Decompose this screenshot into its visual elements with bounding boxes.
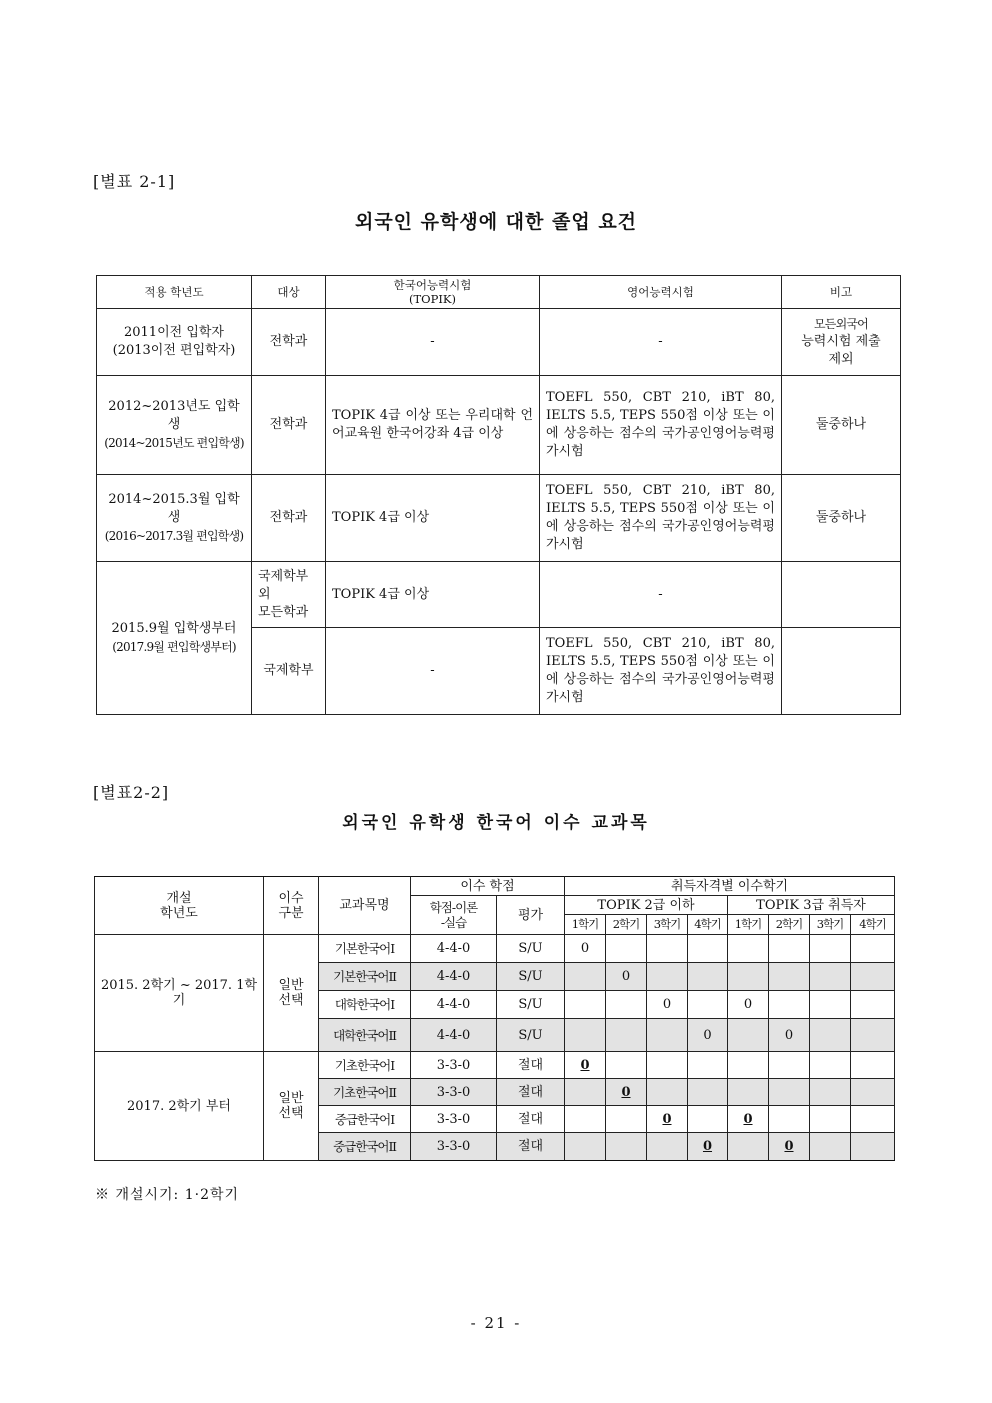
semester-mark	[688, 1079, 728, 1106]
semester-mark	[851, 1079, 895, 1106]
semester-mark	[769, 1052, 810, 1079]
header-target: 대상	[252, 276, 326, 309]
header-credit	[411, 896, 497, 935]
row4b-note	[782, 628, 901, 715]
row4a-english: -	[540, 562, 782, 628]
credit: 3-3-0	[411, 1079, 497, 1106]
semester-mark	[606, 1133, 647, 1161]
row2-year	[97, 376, 252, 475]
semester-mark	[728, 935, 769, 963]
semester-mark	[606, 1052, 647, 1079]
row1-year-line1: 2011이전 입학자	[123, 325, 224, 340]
semester-mark	[606, 991, 647, 1019]
course-name: 대학한국어Ⅱ	[319, 1019, 411, 1052]
row4a-note	[782, 562, 901, 628]
credit: 4-4-0	[411, 1019, 497, 1052]
header-topik-line1: 한국어능력시험	[393, 278, 472, 292]
semester-mark	[851, 963, 895, 991]
row1-year-line2: (2013이전 편입학자)	[112, 343, 236, 358]
semester-mark: 0	[606, 963, 647, 991]
semester-mark	[810, 1079, 851, 1106]
group2-type-line1: 일반	[278, 1091, 304, 1106]
row2-target: 전학과	[252, 376, 326, 475]
semester-mark: 0	[728, 1106, 769, 1133]
table-row	[97, 475, 901, 562]
header-type-line2: 구분	[278, 905, 304, 921]
semester-mark	[688, 991, 728, 1019]
semester-mark	[851, 1106, 895, 1133]
header-open-year-line2: 학년도	[160, 905, 198, 921]
semester-mark	[606, 1106, 647, 1133]
evaluation: S/U	[497, 935, 565, 963]
semester-mark	[728, 1052, 769, 1079]
semester-mark	[769, 963, 810, 991]
semester-mark	[728, 1079, 769, 1106]
header-type-line1: 이수	[278, 890, 304, 906]
row4b-target: 국제학부	[252, 628, 326, 715]
group1-period: 2015. 2학기 ~ 2017. 1학기	[95, 935, 264, 1052]
row3-year-line1: 2014~2015.3월 입학생	[108, 492, 240, 525]
semester-mark	[688, 1106, 728, 1133]
korean-courses-table	[94, 876, 895, 1161]
header-note: 비고	[782, 276, 901, 309]
credit: 4-4-0	[411, 963, 497, 991]
semester-mark	[647, 935, 688, 963]
header-semester: 1학기	[728, 915, 769, 935]
group1-type-line1: 일반	[278, 978, 304, 993]
course-name: 대학한국어Ⅰ	[319, 991, 411, 1019]
row2-year-line1: 2012~2013년도 입학생	[108, 399, 240, 432]
semester-mark	[769, 1106, 810, 1133]
row1-note-line1: 모든외국어	[814, 317, 868, 331]
semester-mark	[565, 1133, 606, 1161]
semester-mark	[565, 963, 606, 991]
row2-year-line2: (2014~2015년도 편입학생)	[104, 436, 244, 450]
semester-mark	[810, 1133, 851, 1161]
semester-mark	[810, 991, 851, 1019]
row4b-english: TOEFL 550, CBT 210, iBT 80, IELTS 5.5, TEPS 550점 이상 또는 이에 상응하는 점수의 국가공인영어능력평가시험	[540, 628, 782, 715]
semester-mark	[769, 1079, 810, 1106]
row1-note-line2: 능력시험 제출	[801, 334, 881, 349]
course-name: 기본한국어Ⅰ	[319, 935, 411, 963]
credit: 3-3-0	[411, 1052, 497, 1079]
semester-mark	[688, 935, 728, 963]
course-name: 중급한국어Ⅰ	[319, 1106, 411, 1133]
row4a-target	[252, 562, 326, 628]
header-english: 영어능력시험	[540, 276, 782, 309]
row4a-target-line1: 국제학부	[258, 568, 309, 584]
semester-mark	[647, 1133, 688, 1161]
header-course: 교과목명	[319, 877, 411, 935]
semester-mark	[851, 1133, 895, 1161]
header-semester: 3학기	[810, 915, 851, 935]
row1-english: -	[540, 309, 782, 376]
semester-mark: 0	[769, 1133, 810, 1161]
header-topik2: TOPIK 2급 이하	[565, 896, 728, 915]
semester-mark	[647, 1079, 688, 1106]
row4-year	[97, 562, 252, 715]
evaluation: 절대	[497, 1052, 565, 1079]
header-year: 적용 학년도	[97, 276, 252, 309]
evaluation: 절대	[497, 1106, 565, 1133]
group2-period: 2017. 2학기 부터	[95, 1052, 264, 1161]
row1-note	[782, 309, 901, 376]
evaluation: 절대	[497, 1079, 565, 1106]
row2-english: TOEFL 550, CBT 210, iBT 80, IELTS 5.5, TEPS 550점 이상 또는 이에 상응하는 점수의 국가공인영어능력평가시험	[540, 376, 782, 475]
row4a-topik: TOPIK 4급 이상	[326, 562, 540, 628]
credit: 3-3-0	[411, 1106, 497, 1133]
semester-mark	[851, 1019, 895, 1052]
semester-mark	[688, 1052, 728, 1079]
header-topik3: TOPIK 3급 취득자	[728, 896, 895, 915]
semester-mark	[647, 963, 688, 991]
group1-type	[264, 935, 319, 1052]
semester-mark	[810, 963, 851, 991]
semester-mark	[647, 1052, 688, 1079]
semester-mark: 0	[688, 1133, 728, 1161]
course-name: 기본한국어Ⅱ	[319, 963, 411, 991]
table1-label: [별표 2-1]	[93, 172, 176, 191]
course-name: 기초한국어Ⅱ	[319, 1079, 411, 1106]
credit: 4-4-0	[411, 991, 497, 1019]
row2-topik: TOPIK 4급 이상 또는 우리대학 언어교육원 한국어강좌 4급 이상	[326, 376, 540, 475]
semester-mark: 0	[688, 1019, 728, 1052]
semester-mark: 0	[565, 1052, 606, 1079]
semester-mark	[606, 1019, 647, 1052]
header-semester: 2학기	[769, 915, 810, 935]
row4b-topik: -	[326, 628, 540, 715]
semester-mark	[565, 1106, 606, 1133]
table-row	[97, 309, 901, 376]
semester-mark: 0	[728, 991, 769, 1019]
table-row	[95, 1052, 895, 1079]
semester-mark: 0	[565, 935, 606, 963]
row3-target: 전학과	[252, 475, 326, 562]
semester-mark	[810, 1052, 851, 1079]
group2-type	[264, 1052, 319, 1161]
table1-header-row	[97, 276, 901, 309]
semester-mark	[728, 1133, 769, 1161]
semester-mark	[810, 1019, 851, 1052]
credit: 4-4-0	[411, 935, 497, 963]
course-name: 기초한국어Ⅰ	[319, 1052, 411, 1079]
group2-type-line2: 선택	[278, 1106, 304, 1121]
footnote: ※ 개설시기: 1·2학기	[95, 1187, 240, 1203]
semester-mark: 0	[647, 1106, 688, 1133]
table2-title: 외국인 유학생 한국어 이수 교과목	[342, 813, 650, 833]
header-qual-group: 취득자격별 이수학기	[565, 877, 895, 896]
evaluation: 절대	[497, 1133, 565, 1161]
table2-header-row-1	[95, 877, 895, 896]
header-topik-line2: (TOPIK)	[409, 292, 456, 306]
semester-mark	[769, 991, 810, 1019]
semester-mark	[851, 935, 895, 963]
row3-note: 둘중하나	[782, 475, 901, 562]
header-eval: 평가	[497, 896, 565, 935]
header-open-year-line1: 개설	[166, 890, 192, 906]
semester-mark	[851, 991, 895, 1019]
table2-label: [별표2-2]	[93, 783, 170, 802]
semester-mark: 0	[606, 1079, 647, 1106]
header-type	[264, 877, 319, 935]
header-semester: 4학기	[851, 915, 895, 935]
row3-year	[97, 475, 252, 562]
semester-mark	[565, 991, 606, 1019]
row4-year-line2: (2017.9월 편입학생부터)	[112, 640, 236, 654]
header-credit-group: 이수 학점	[411, 877, 565, 896]
row1-target: 전학과	[252, 309, 326, 376]
table-row	[95, 935, 895, 963]
semester-mark	[606, 935, 647, 963]
row4a-target-line3: 모든학과	[258, 604, 309, 620]
table1-title: 외국인 유학생에 대한 졸업 요건	[354, 211, 638, 233]
header-credit-line2: -실습	[440, 915, 467, 930]
credit: 3-3-0	[411, 1133, 497, 1161]
course-name: 중급한국어Ⅱ	[319, 1133, 411, 1161]
semester-mark	[810, 1106, 851, 1133]
semester-mark	[647, 1019, 688, 1052]
row2-note: 둘중하나	[782, 376, 901, 475]
header-semester: 2학기	[606, 915, 647, 935]
evaluation: S/U	[497, 1019, 565, 1052]
page-number: - 21 -	[470, 1314, 522, 1332]
header-semester: 4학기	[688, 915, 728, 935]
row1-note-line3: 제외	[828, 352, 854, 367]
header-topik	[326, 276, 540, 309]
table-row	[97, 376, 901, 475]
header-open-year	[95, 877, 264, 935]
header-credit-line1: 학점-이론	[429, 900, 478, 915]
semester-mark	[769, 935, 810, 963]
group1-type-line2: 선택	[278, 993, 304, 1008]
semester-mark	[565, 1019, 606, 1052]
semester-mark: 0	[769, 1019, 810, 1052]
semester-mark	[565, 1079, 606, 1106]
row3-year-line2: (2016~2017.3월 편입학생)	[104, 529, 244, 543]
evaluation: S/U	[497, 991, 565, 1019]
semester-mark	[810, 935, 851, 963]
row4a-target-line2: 외	[258, 586, 271, 602]
row3-english: TOEFL 550, CBT 210, iBT 80, IELTS 5.5, TEPS 550점 이상 또는 이에 상응하는 점수의 국가공인영어능력평가시험	[540, 475, 782, 562]
header-semester: 1학기	[565, 915, 606, 935]
table-row	[97, 562, 901, 628]
header-semester: 3학기	[647, 915, 688, 935]
semester-mark: 0	[647, 991, 688, 1019]
semester-mark	[728, 963, 769, 991]
graduation-requirements-table	[96, 275, 901, 715]
row1-topik: -	[326, 309, 540, 376]
semester-mark	[728, 1019, 769, 1052]
row1-year	[97, 309, 252, 376]
evaluation: S/U	[497, 963, 565, 991]
semester-mark	[688, 963, 728, 991]
row3-topik: TOPIK 4급 이상	[326, 475, 540, 562]
row4-year-line1: 2015.9월 입학생부터	[111, 621, 237, 636]
semester-mark	[851, 1052, 895, 1079]
